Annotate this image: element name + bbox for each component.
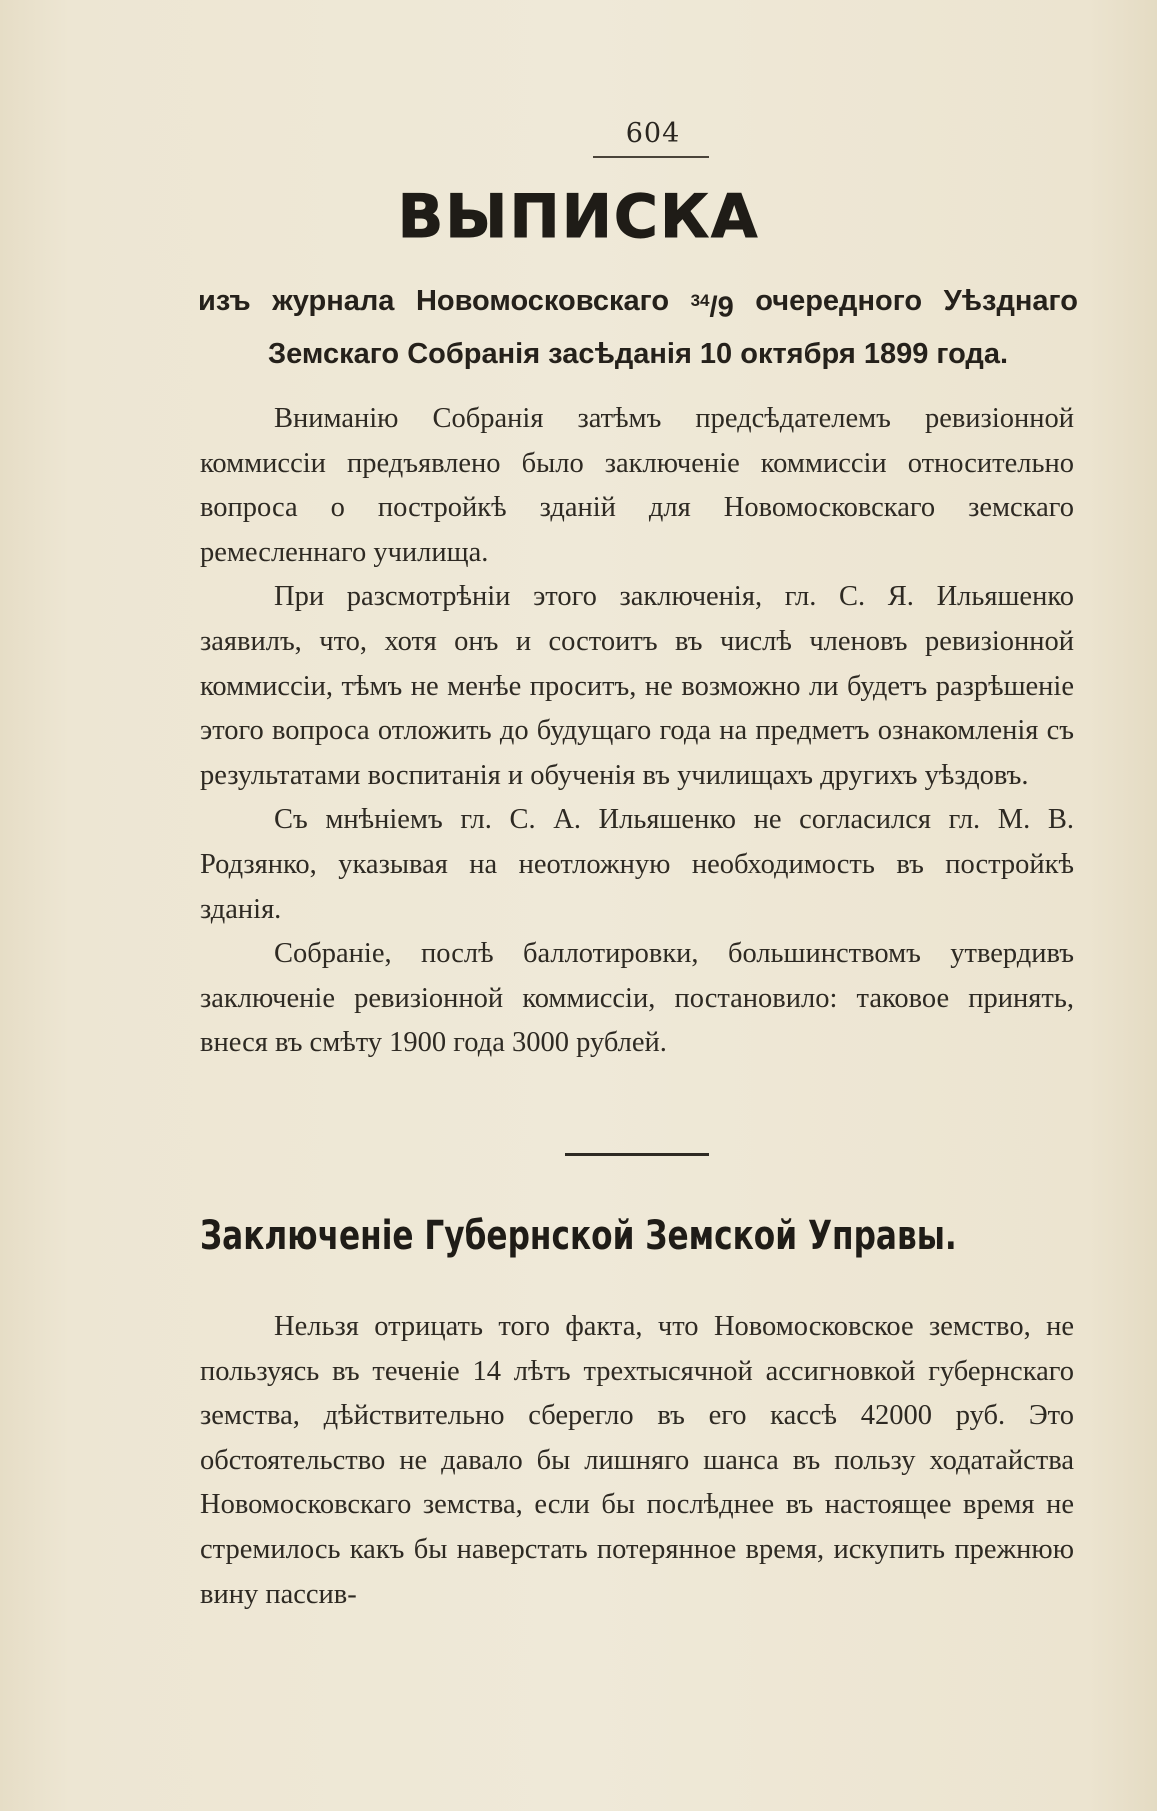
subtitle-word: Уѣзднаго — [943, 285, 1078, 317]
fraction-numerator: 34 — [690, 291, 710, 310]
subtitle-line-1 — [198, 278, 1078, 331]
subtitle-word: изъ — [198, 285, 251, 317]
paragraph: При разсмотрѣніи этого заключенія, гл. С. Я. Ильяшенко заявилъ, что, хотя онъ и состоитъ въ числѣ членовъ ревизіонной коммиссіи, тѣмъ не менѣе проситъ, не возможно ли будетъ разрѣшеніе этого вопроса отложить до будущаго года на предметъ ознакомленія съ результатами воспитанія и обученія въ училищахъ другихъ уѣздовъ. — [200, 581, 1074, 791]
paragraph: Нельзя отрицать того факта, что Новомосковское земство, не пользуясь въ теченіе 14 лѣтъ трехтысячной ассигновкой губернскаго земства, дѣйствительно сберегло въ его кассѣ 42000 руб. Это обстоятельство не давало бы лишняго шанса въ пользу ходатайства Новомосковскаго земства, если бы послѣднее въ настоящее время не стремилось какъ бы наверстать потерянное время, искупить прежнюю вину пассив- — [200, 1311, 1074, 1610]
page-number: 604 — [625, 118, 681, 149]
body-section-2 — [200, 1305, 1074, 1617]
paragraph: Съ мнѣніемъ гл. С. А. Ильяшенко не согласился гл. М. В. Родзянко, указывая на неотложную необходимость въ постройкѣ зданія. — [200, 804, 1074, 925]
page-number-rule — [593, 156, 709, 158]
subtitle-word: Новомосковскаго — [415, 285, 670, 317]
document-subtitle — [198, 278, 1078, 377]
subtitle-word: журнала — [272, 285, 395, 317]
paragraph: Собраніе, послѣ баллотировки, большинствомъ утвердивъ заключеніе ревизіонной коммиссіи, постановило: таковое принять, внеся въ смѣту 1900 года 3000 рублей. — [200, 938, 1074, 1059]
body-section-1 — [200, 397, 1074, 1066]
paragraph: Вниманію Собранія затѣмъ предсѣдателемъ ревизіонной коммиссіи предъявлено было заключеніе коммиссіи относительно вопроса о постройкѣ зданій для Новомосковскаго земскаго ремесленнаго училища. — [200, 403, 1074, 568]
section-divider — [565, 1153, 709, 1156]
subtitle-line-2: Земскаго Собранія засѣданія 10 октября 1899 года. — [267, 337, 1009, 370]
fraction-denominator: 9 — [717, 291, 734, 324]
subtitle-word: очередного — [755, 285, 923, 317]
section-heading: Заключеніе Губернской Земской Управы. — [199, 1213, 957, 1259]
subtitle-fraction: $^{34}$/9 — [690, 291, 734, 324]
document-title: ВЫПИСКА — [397, 182, 760, 252]
